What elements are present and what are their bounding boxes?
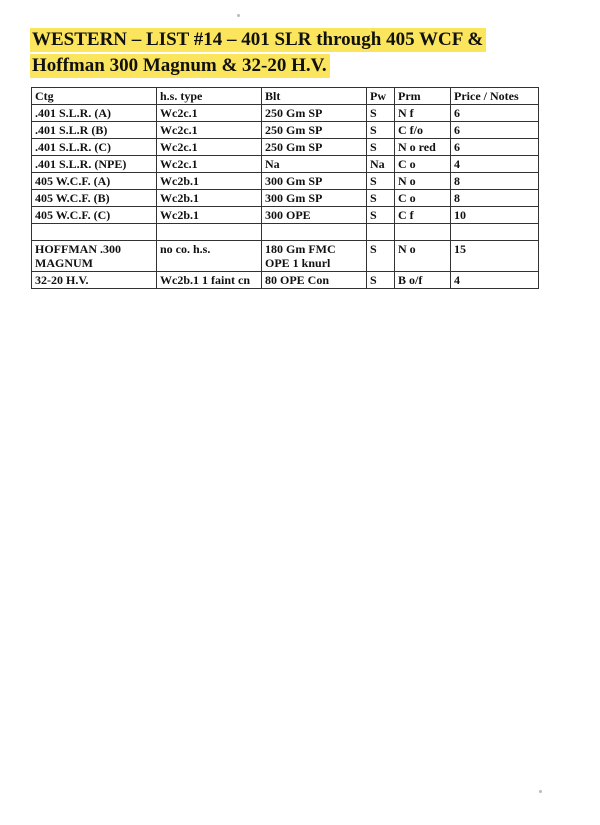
cell-blt: 300 OPE <box>262 207 367 224</box>
cell-pw: S <box>367 139 395 156</box>
header-blt: Blt <box>262 88 367 105</box>
cell-ctg: 32-20 H.V. <box>32 272 157 289</box>
cell-price-notes: 6 <box>451 139 539 156</box>
cell-pw: S <box>367 272 395 289</box>
empty-cell <box>157 224 262 241</box>
header-hs-type: h.s. type <box>157 88 262 105</box>
empty-cell <box>262 224 367 241</box>
cell-ctg: 405 W.C.F. (C) <box>32 207 157 224</box>
empty-cell <box>367 224 395 241</box>
cell-hs-type: Wc2b.1 1 faint cn <box>157 272 262 289</box>
table-row <box>32 139 539 156</box>
cell-price-notes: 4 <box>451 272 539 289</box>
cell-ctg: 405 W.C.F. (B) <box>32 190 157 207</box>
cell-prm: C f/o <box>395 122 451 139</box>
header-prm: Prm <box>395 88 451 105</box>
document-title <box>30 28 550 80</box>
cell-prm: N o <box>395 241 451 272</box>
scan-speck <box>539 790 542 793</box>
cell-price-notes: 8 <box>451 190 539 207</box>
cell-pw: S <box>367 190 395 207</box>
table-row <box>32 272 539 289</box>
cell-ctg: HOFFMAN .300 MAGNUM <box>32 241 157 272</box>
cell-ctg: 405 W.C.F. (A) <box>32 173 157 190</box>
cell-prm: N o <box>395 173 451 190</box>
cell-blt: 250 Gm SP <box>262 139 367 156</box>
table-row <box>32 207 539 224</box>
cell-blt: 80 OPE Con <box>262 272 367 289</box>
table-spacer-row <box>32 224 539 241</box>
cell-pw: Na <box>367 156 395 173</box>
cell-hs-type: no co. h.s. <box>157 241 262 272</box>
cell-pw: S <box>367 105 395 122</box>
cell-ctg: .401 S.L.R. (NPE) <box>32 156 157 173</box>
cell-blt: 250 Gm SP <box>262 122 367 139</box>
cell-hs-type: Wc2b.1 <box>157 190 262 207</box>
cell-hs-type: Wc2b.1 <box>157 173 262 190</box>
cell-prm: C o <box>395 190 451 207</box>
cell-ctg: .401 S.L.R. (C) <box>32 139 157 156</box>
table-row <box>32 173 539 190</box>
cell-price-notes: 8 <box>451 173 539 190</box>
cell-price-notes: 4 <box>451 156 539 173</box>
title-line-2: Hoffman 300 Magnum & 32-20 H.V. <box>30 54 330 78</box>
scan-speck <box>237 14 240 17</box>
cell-price-notes: 6 <box>451 122 539 139</box>
table-row <box>32 105 539 122</box>
cell-blt: Na <box>262 156 367 173</box>
cell-prm: N o red <box>395 139 451 156</box>
header-ctg: Ctg <box>32 88 157 105</box>
cell-ctg: .401 S.L.R. (A) <box>32 105 157 122</box>
empty-cell <box>451 224 539 241</box>
cell-hs-type: Wc2c.1 <box>157 139 262 156</box>
cell-pw: S <box>367 207 395 224</box>
table-row <box>32 156 539 173</box>
cell-prm: N f <box>395 105 451 122</box>
table-header-row <box>32 88 539 105</box>
empty-cell <box>395 224 451 241</box>
cell-ctg: .401 S.L.R (B) <box>32 122 157 139</box>
cell-blt: 180 Gm FMC OPE 1 knurl <box>262 241 367 272</box>
cell-hs-type: Wc2b.1 <box>157 207 262 224</box>
table-row <box>32 122 539 139</box>
cell-pw: S <box>367 173 395 190</box>
table-row <box>32 241 539 272</box>
cell-pw: S <box>367 122 395 139</box>
cell-price-notes: 15 <box>451 241 539 272</box>
cell-blt: 300 Gm SP <box>262 173 367 190</box>
cell-hs-type: Wc2c.1 <box>157 156 262 173</box>
cell-hs-type: Wc2c.1 <box>157 122 262 139</box>
cell-pw: S <box>367 241 395 272</box>
cell-blt: 300 Gm SP <box>262 190 367 207</box>
cell-price-notes: 6 <box>451 105 539 122</box>
header-pw: Pw <box>367 88 395 105</box>
empty-cell <box>32 224 157 241</box>
cell-hs-type: Wc2c.1 <box>157 105 262 122</box>
header-price-notes: Price / Notes <box>451 88 539 105</box>
cell-prm: C o <box>395 156 451 173</box>
title-line-1: WESTERN – LIST #14 – 401 SLR through 405 WCF & <box>30 28 486 52</box>
cell-prm: B o/f <box>395 272 451 289</box>
cell-blt: 250 Gm SP <box>262 105 367 122</box>
cell-prm: C f <box>395 207 451 224</box>
cartridge-table <box>31 87 539 289</box>
cell-price-notes: 10 <box>451 207 539 224</box>
table-row <box>32 190 539 207</box>
